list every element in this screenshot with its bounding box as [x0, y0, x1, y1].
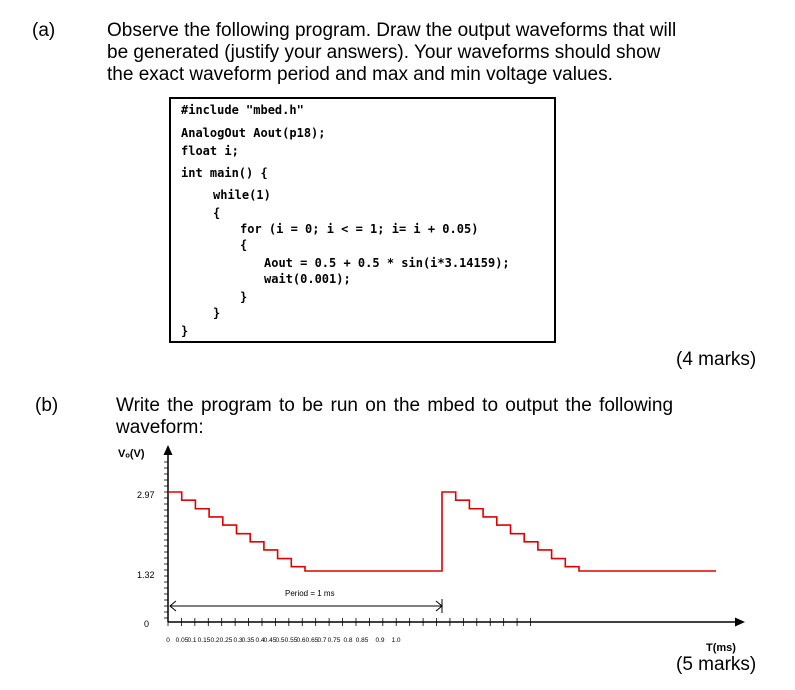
- x-tick-label: 0.85: [355, 637, 369, 644]
- part-a-line-3: the exact waveform period and max and min voltage values.: [107, 64, 613, 85]
- code-line-while: while(1): [213, 188, 271, 202]
- x-tick-label: 0.9: [375, 637, 385, 644]
- x-tick-label: 0.75: [327, 637, 341, 644]
- code-line-brace-open-2: {: [240, 238, 248, 252]
- code-line-float: float i;: [181, 144, 239, 158]
- code-line-brace-close-2: }: [240, 290, 248, 304]
- part-b-line-2: waveform:: [116, 417, 204, 438]
- part-a-marks: (4 marks): [676, 349, 757, 370]
- x-tick-labels: [166, 637, 401, 644]
- x-tick-label: 0.3: [233, 637, 243, 644]
- y-axis-label: Vₒ(V): [118, 448, 145, 460]
- y-tick-label-min: 1.32: [137, 570, 155, 580]
- x-tick-label: 0.05: [175, 637, 189, 644]
- x-tick-label: 0: [166, 637, 170, 644]
- y-tick-label-max: 2.97: [137, 490, 155, 500]
- x-tick-label: 0.5: [275, 637, 285, 644]
- x-tick-label: 0.1: [187, 637, 197, 644]
- code-line-include: #include "mbed.h": [181, 103, 304, 117]
- part-a-label: (a): [32, 20, 56, 41]
- code-line-aout: Aout = 0.5 + 0.5 * sin(i*3.14159);: [264, 256, 510, 270]
- x-tick-label: 0.2: [210, 637, 220, 644]
- x-axis-label: T(ms): [706, 642, 736, 654]
- code-line-for: for (i = 0; i < = 1; i= i + 0.05): [240, 222, 479, 236]
- code-line-wait: wait(0.001);: [264, 272, 351, 286]
- y-tick-label-zero: 0: [144, 619, 150, 629]
- x-tick-label: 0.15: [197, 637, 211, 644]
- part-a-line-1: Observe the following program. Draw the output waveforms that will: [107, 20, 677, 41]
- x-tick-label: 1.0: [391, 637, 401, 644]
- waveform-line: [168, 492, 716, 571]
- code-line-brace-close-1: }: [213, 306, 221, 320]
- x-tick-label: 0.65: [305, 637, 319, 644]
- period-annotation: Period = 1 ms: [285, 589, 335, 598]
- x-tick-label: 0.55: [284, 637, 298, 644]
- waveform-series: [168, 492, 716, 571]
- part-b-marks: (5 marks): [676, 654, 757, 675]
- x-tick-label: 0.8: [343, 637, 353, 644]
- x-axis-arrow: [735, 618, 745, 627]
- x-tick-label: 0.45: [263, 637, 277, 644]
- x-tick-label: 0.4: [255, 637, 265, 644]
- code-line-analogout: AnalogOut Aout(p18);: [181, 126, 326, 140]
- x-tick-label: 0.7: [317, 637, 327, 644]
- x-tick-label: 0.6: [296, 637, 306, 644]
- x-tick-label: 0.25: [219, 637, 233, 644]
- part-a-line-2: be generated (justify your answers). Your waveforms should show: [107, 42, 661, 63]
- part-b-label: (b): [35, 395, 59, 416]
- code-line-brace-open-1: {: [213, 206, 221, 220]
- x-tick-label: 0.35: [241, 637, 255, 644]
- part-b-line-1: Write the program to be run on the mbed to output the following: [116, 395, 674, 416]
- y-axis-arrow: [164, 445, 173, 455]
- code-line-main: int main() {: [181, 166, 268, 180]
- code-line-brace-close-main: }: [181, 324, 189, 338]
